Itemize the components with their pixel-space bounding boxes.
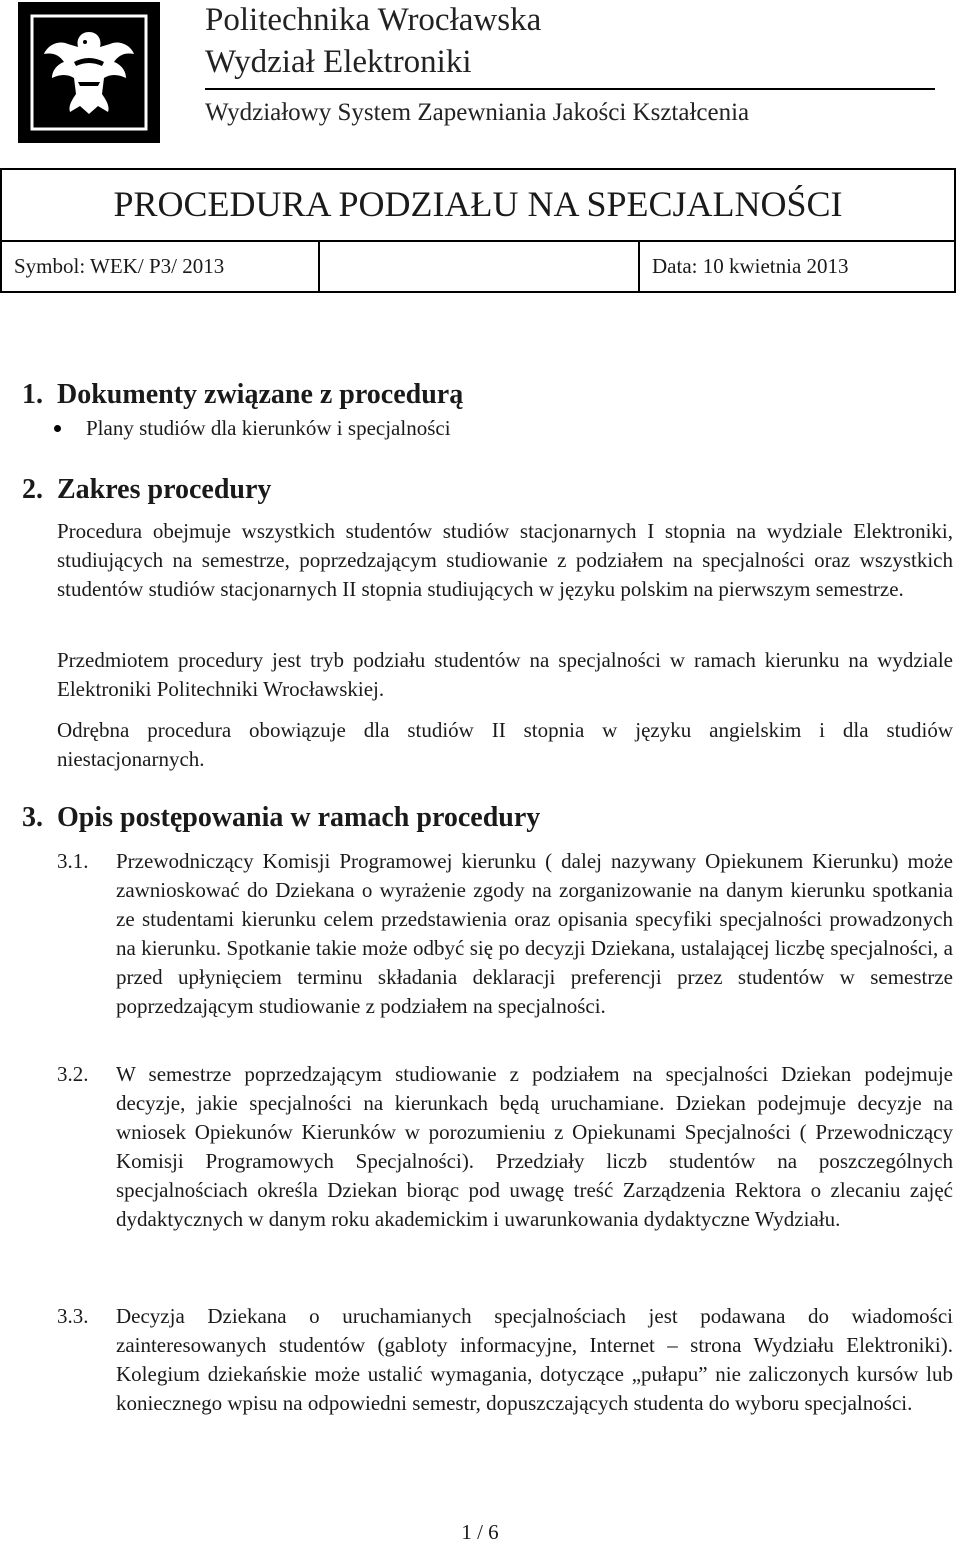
section-heading: 1. Dokumenty związane z procedurą bbox=[22, 379, 464, 410]
empty-cell bbox=[320, 242, 640, 291]
procedure-meta-row bbox=[2, 240, 954, 291]
symbol-cell bbox=[2, 242, 320, 291]
procedure-table bbox=[0, 168, 956, 293]
paragraph: Procedura obejmuje wszystkich studentów studiów stacjonarnych I stopnia na wydziale Elektroniki, studiujących na semestrze, poprzedzającym studiowanie z podziałem na specjalności oraz wszystkich studentów studiów stacjonarnych II stopnia studiujących w języku polskim na pierwszym semestrze. bbox=[57, 519, 953, 601]
page-number: 1 / 6 bbox=[461, 1520, 499, 1544]
faculty-name: Wydział Elektroniki bbox=[205, 44, 472, 80]
item-number: 3.1. bbox=[57, 849, 89, 873]
procedure-date: Data: 10 kwietnia 2013 bbox=[652, 254, 849, 278]
procedure-title: PROCEDURA PODZIAŁU NA SPECJALNOŚCI bbox=[113, 184, 843, 224]
section-heading: 2. Zakres procedury bbox=[22, 474, 272, 505]
bullet-icon bbox=[54, 425, 61, 432]
section-heading: 3. Opis postępowania w ramach procedury bbox=[22, 802, 541, 833]
paragraph: Przedmiotem procedury jest tryb podziału studentów na specjalności w ramach kierunku na wydziale Elektroniki Politechniki Wrocławskiej. bbox=[57, 648, 953, 701]
procedure-symbol: Symbol: WEK/ P3/ 2013 bbox=[14, 254, 225, 278]
list-item: Plany studiów dla kierunków i specjalności bbox=[86, 416, 451, 440]
paragraph: Odrębna procedura obowiązuje dla studiów II stopnia w języku angielskim i dla studiów niestacjonarnych. bbox=[57, 718, 953, 771]
date-cell bbox=[640, 242, 954, 291]
item-text: Decyzja Dziekana o uruchamianych specjalnościach jest podawana do wiadomości zainteresowanych studentów (gabloty informacyjne, Internet – strona Wydziału Elektroniki). Kolegium dziekańskie może ustalić wymagania, dotyczące „pułapu” nie zaliczonych kursów lub koniecznego wpisu na odpowiedni semestr, dopuszczających studenta do wyboru specjalności. bbox=[116, 1304, 953, 1415]
header-divider bbox=[205, 88, 935, 90]
item-text: Przewodniczący Komisji Programowej kierunku ( dalej nazywany Opiekunem Kierunku) może zawnioskować do Dziekana o wyrażenie zgody na zorganizowanie na danym kierunku spotkania ze studentami kierunku celem przedstawienia oraz opisania specyfiki specjalności prowadzonych na kierunku. Spotkanie takie może odbyć się po decyzji Dziekana, ustalającej liczbę specjalności, a przed upłynięciem terminu składania deklaracji preferencji przez studentów w semestrze poprzedzającym studiowanie z podziałem na specjalności. bbox=[116, 849, 953, 1018]
item-number: 3.3. bbox=[57, 1304, 89, 1328]
item-text: W semestrze poprzedzającym studiowanie z podziałem na specjalności Dziekan podejmuje decyzje, jakie specjalności na kierunkach będą uruchamiane. Dziekan podejmuje decyzje na wniosek Opiekunów Kierunków w porozumieniu z Opiekunami Specjalności ( Przewodniczący Komisji Programowych Specjalności). Przedziały liczb studentów na poszczególnych specjalnościach określa Dziekan biorąc pod uwagę treść Zarządzenia Rektora o zlecaniu zajęć dydaktycznych w danym roku akademickim i uwarunkowania dydaktyczne Wydziału. bbox=[116, 1062, 953, 1231]
item-number: 3.2. bbox=[57, 1062, 89, 1086]
university-logo bbox=[18, 2, 160, 143]
university-name: Politechnika Wrocławska bbox=[205, 2, 542, 38]
quality-system-title: Wydziałowy System Zapewniania Jakości Kształcenia bbox=[205, 99, 750, 126]
